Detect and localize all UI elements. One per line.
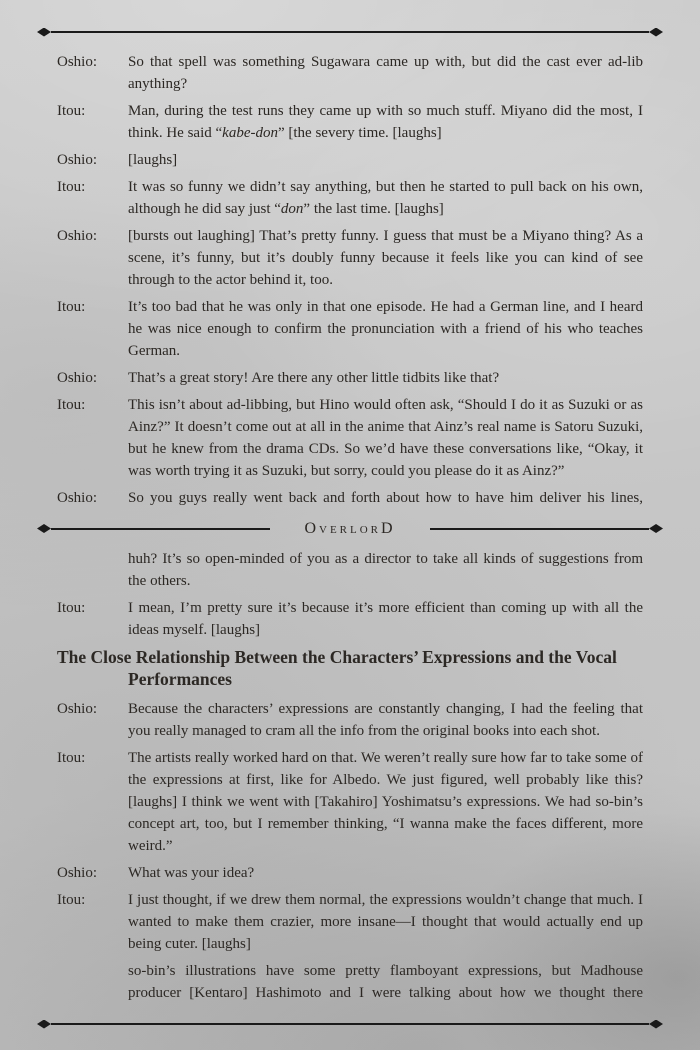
speech-text: I just thought, if we drew them normal, the expressions wouldn’t change that much. I wanted to make them crazier, more insane—I thought that would actually end up being cuter. [laughs]: [128, 892, 643, 952]
dialogue-section-after-divider: [57, 548, 643, 641]
dialogue-section-after-heading: [57, 698, 643, 1004]
speech-text: It was so funny we didn’t say anything, but then he started to pull back on his own, although he did say just “don” the last time. [laughs]: [128, 179, 643, 217]
speech-text: [laughs]: [128, 152, 178, 168]
speech-text: huh? It’s so open-minded of you as a director to take all kinds of suggestions from the others.: [128, 551, 643, 589]
speech-text: It’s too bad that he was only in that one episode. He had a German line, and I heard he was nice enough to confirm the pronunciation with a friend of his who teaches German.: [128, 299, 643, 359]
rule-line: [430, 528, 649, 530]
speech-text: The artists really worked hard on that. We weren’t really sure how far to take some of the expressions at first, like for Albedo. We just figured, well probably like this? [laughs] I think we went with [Takahiro] Yoshimatsu’s expressions. We had so-bin’s concept art, too, but I remember thinking, “I wanna make the faces different, more weird.”: [128, 750, 643, 854]
speech-text: So that spell was something Sugawara came up with, but did the cast ever ad-lib anything?: [128, 54, 643, 92]
diamond-icon: [649, 1020, 663, 1029]
speaker-label: Itou:: [57, 179, 86, 195]
speaker-label: Itou:: [57, 103, 86, 119]
speech-text: Because the characters’ expressions are constantly changing, I had the feeling that you really managed to cram all the info from the original books into each shot.: [128, 701, 643, 739]
dialogue-row: [57, 367, 643, 389]
rule-line: [51, 1023, 649, 1025]
dialogue-row: [57, 149, 643, 171]
dialogue-row: [57, 487, 643, 509]
speaker-label: Itou:: [57, 397, 86, 413]
speaker-label: Itou:: [57, 600, 86, 616]
dialogue-row: [57, 51, 643, 95]
speaker-label: Itou:: [57, 892, 86, 908]
dialogue-row: [57, 960, 643, 1004]
speech-text: so-bin’s illustrations have some pretty flamboyant expressions, but Madhouse producer [Kentaro] Hashimoto and I were talking about how we thought there: [128, 963, 643, 1001]
speaker-label: Oshio:: [57, 54, 98, 70]
diamond-icon: [649, 28, 663, 37]
top-divider-rule: [37, 27, 663, 37]
dialogue-row: [57, 862, 643, 884]
speech-text: Man, during the test runs they came up with so much stuff. Miyano did the most, I think. He said “kabe-don” [the severy time. [laughs]: [128, 103, 643, 141]
speaker-label: Oshio:: [57, 701, 98, 717]
speaker-label: Oshio:: [57, 228, 98, 244]
speaker-label: Itou:: [57, 299, 86, 315]
dialogue-row: [57, 548, 643, 592]
speaker-label: [57, 960, 128, 1004]
rule-line: [51, 528, 270, 530]
speaker-label: Oshio:: [57, 865, 98, 881]
dialogue-row: [57, 394, 643, 482]
dialogue-section-top: [57, 51, 643, 509]
speech-text: I mean, I’m pretty sure it’s because it’s more efficient than coming up with all the ideas myself. [laughs]: [128, 600, 643, 638]
speech-text: What was your idea?: [128, 865, 255, 881]
overlord-divider: [37, 518, 663, 539]
bottom-divider-rule: [37, 1019, 663, 1029]
dialogue-row: [57, 698, 643, 742]
speech-text: [bursts out laughing] That’s pretty funny. I guess that must be a Miyano thing? As a scene, it’s funny, but it’s doubly funny because it feels like you can kind of see through to the actor behind it, too.: [128, 228, 643, 288]
speaker-label: [57, 548, 128, 592]
dialogue-row: [57, 889, 643, 955]
section-heading: The Close Relationship Between the Characters’ Expressions and the Vocal Performances: [57, 647, 617, 689]
interview-content: [57, 51, 643, 1009]
dialogue-row: [57, 597, 643, 641]
speech-text: This isn’t about ad-libbing, but Hino would often ask, “Should I do it as Suzuki or as Ainz?” It doesn’t come out at all in the anime that Ainz’s real name is Satoru Suzuki, but he knew from the drama CDs. So we’d have these conversations like, “Okay, it was worth trying it as Suzuki, but sorry, could you please do it as Ainz?”: [128, 397, 643, 479]
diamond-icon: [37, 1020, 51, 1029]
speaker-label: Oshio:: [57, 370, 98, 386]
dialogue-row: [57, 176, 643, 220]
dialogue-row: [57, 296, 643, 362]
dialogue-row: [57, 225, 643, 291]
overlord-logo-text: OverlorD: [304, 519, 396, 537]
diamond-icon: [649, 524, 663, 533]
diamond-icon: [37, 28, 51, 37]
speaker-label: Itou:: [57, 750, 86, 766]
diamond-icon: [37, 524, 51, 533]
dialogue-row: [57, 100, 643, 144]
dialogue-row: [57, 747, 643, 857]
speaker-label: Oshio:: [57, 152, 98, 168]
speaker-label: Oshio:: [57, 490, 98, 506]
speech-text: That’s a great story! Are there any other little tidbits like that?: [128, 370, 500, 386]
speech-text: So you guys really went back and forth about how to have him deliver his lines,: [128, 490, 643, 506]
rule-line: [51, 31, 649, 33]
